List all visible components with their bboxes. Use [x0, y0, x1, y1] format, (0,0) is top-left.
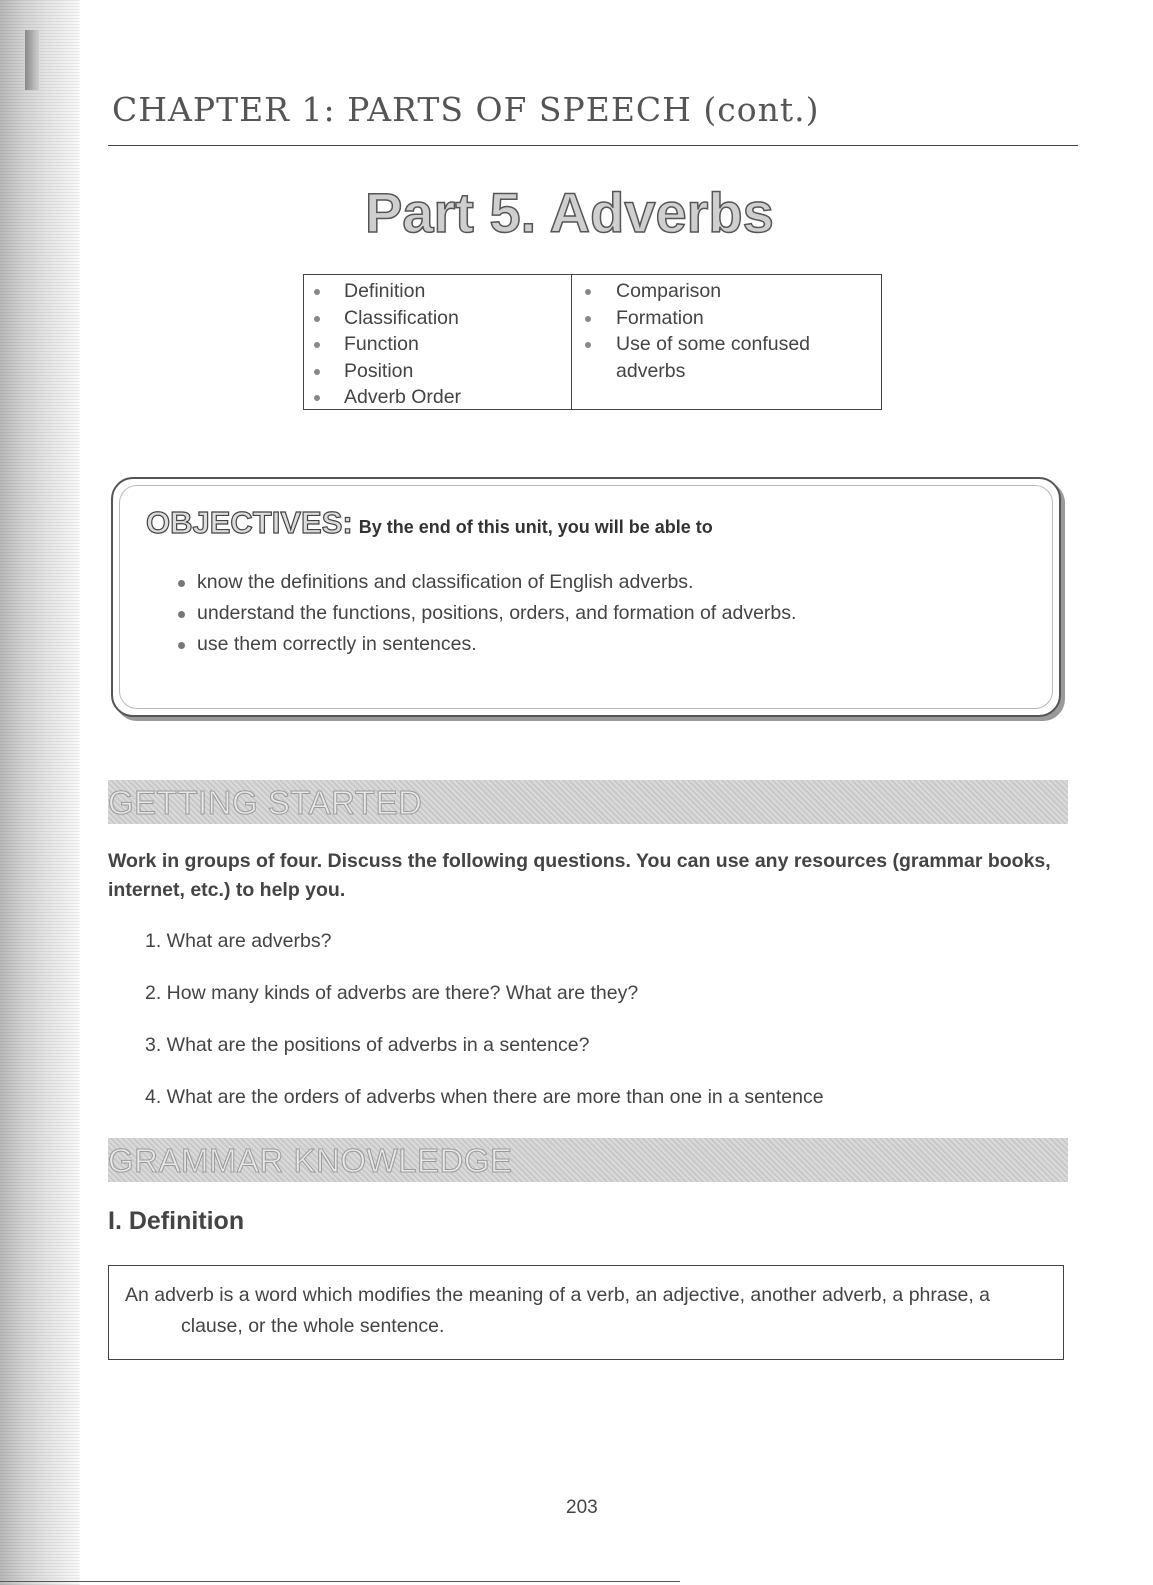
- bullet-icon: [314, 395, 320, 401]
- bullet-icon: [585, 316, 591, 322]
- contents-item-label: Use of some confused adverbs: [616, 333, 811, 382]
- contents-item: [304, 331, 571, 358]
- objective-item: [173, 629, 796, 660]
- contents-item: [304, 278, 571, 305]
- page-number: 203: [566, 1497, 598, 1518]
- bullet-icon: [314, 369, 320, 375]
- objective-text: know the definitions and classification of English adverbs.: [197, 571, 694, 593]
- bullet-icon: [314, 316, 320, 322]
- bullet-icon: [178, 642, 185, 649]
- contents-column-left: [304, 275, 572, 409]
- question-item: 2. How many kinds of adverbs are there? What are they?: [145, 982, 639, 1004]
- bullet-icon: [178, 580, 185, 587]
- part-title: Part 5. Adverbs: [365, 181, 774, 244]
- question-item: 3. What are the positions of adverbs in a sentence?: [145, 1034, 590, 1056]
- chapter-title: CHAPTER 1: PARTS OF SPEECH (cont.): [112, 90, 820, 129]
- contents-item-label: Comparison: [616, 280, 722, 302]
- contents-item-label: Position: [344, 359, 414, 382]
- definition-heading: I. Definition: [108, 1207, 245, 1235]
- objective-item: [173, 567, 796, 598]
- objective-text: understand the functions, positions, orders, and formation of adverbs.: [197, 602, 797, 624]
- objectives-subtitle: By the end of this unit, you will be able to: [358, 517, 713, 537]
- contents-column-right: [572, 275, 881, 409]
- objectives-box: [111, 477, 1061, 717]
- contents-item-label: Definition: [344, 280, 426, 302]
- spine-mark: [25, 30, 39, 90]
- contents-item-label: Classification: [344, 306, 459, 329]
- contents-item: [304, 305, 571, 332]
- contents-item: [304, 384, 571, 411]
- objectives-list: [173, 567, 796, 660]
- bullet-icon: [585, 342, 591, 348]
- getting-started-band: [108, 780, 1068, 824]
- contents-item: [572, 331, 881, 384]
- bullet-icon: [314, 342, 320, 348]
- contents-table: [303, 274, 882, 410]
- contents-item: [304, 358, 571, 385]
- group-instructions: Work in groups of four. Discuss the following questions. You can use any resources (grammar books, internet, etc.) to help you.: [108, 850, 1051, 901]
- getting-started-heading: GETTING STARTED: [108, 784, 423, 821]
- contents-item-label: Adverb Order: [344, 386, 462, 408]
- question-item: 4. What are the orders of adverbs when there are more than one in a sentence: [145, 1086, 824, 1108]
- bullet-icon: [314, 289, 320, 295]
- bottom-divider: [0, 1581, 680, 1582]
- contents-item: [572, 305, 881, 332]
- contents-item: [572, 278, 881, 305]
- contents-item-label: Function: [344, 333, 419, 355]
- objective-item: [173, 598, 796, 629]
- grammar-knowledge-band: [108, 1138, 1068, 1182]
- objectives-heading: [146, 505, 713, 541]
- objectives-title: OBJECTIVES:: [146, 505, 353, 540]
- chapter-divider: [108, 145, 1078, 146]
- book-spine-shadow: [0, 0, 80, 1585]
- bullet-icon: [178, 611, 185, 618]
- objective-text: use them correctly in sentences.: [197, 633, 477, 655]
- grammar-knowledge-heading: GRAMMAR KNOWLEDGE: [108, 1142, 513, 1179]
- definition-box: [108, 1265, 1064, 1360]
- definition-text: An adverb is a word which modifies the meaning of a verb, an adjective, another adverb, a phrase, a clause, or the whole sentence.: [125, 1284, 990, 1337]
- questions-list: [145, 928, 824, 1136]
- question-item: 1. What are adverbs?: [145, 930, 332, 952]
- bullet-icon: [585, 289, 591, 295]
- contents-item-label: Formation: [616, 306, 704, 329]
